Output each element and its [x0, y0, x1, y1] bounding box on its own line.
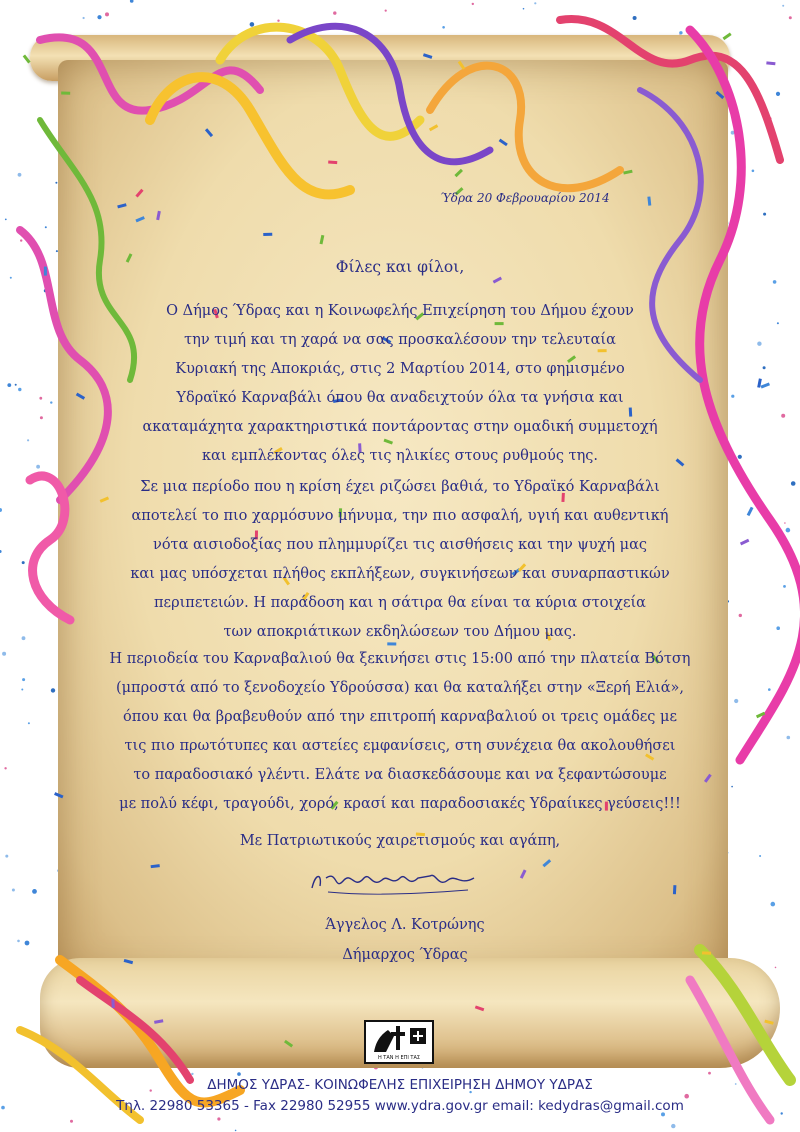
confetti-piece: [117, 203, 126, 208]
paragraph-line: όπου και θα βραβευθούν από την επιτροπή καρναβαλιού οι τρεις ομάδες με: [123, 709, 677, 725]
confetti-piece: [156, 211, 161, 220]
signer-title: Δήμαρχος Ύδρας: [342, 947, 468, 963]
paragraph-line: (μπροστά από το ξενοδοχείο Υδρούσσα) και θα καταλήξει στην «Ξερή Ελιά»,: [115, 680, 685, 696]
paragraph-line: νότα αισιοδοξίας που πλημμυρίζει τις αισθήσεις και την ψυχή μας: [153, 537, 647, 553]
footer-organization: ΔΗΜΟΣ ΥΔΡΑΣ- ΚΟΙΝΩΦΕΛΗΣ ΕΠΙΧΕΙΡΗΣΗ ΔΗΜΟΥ ΥΔΡΑΣ: [207, 1077, 593, 1093]
confetti-piece: [499, 139, 508, 147]
confetti-piece: [716, 91, 725, 99]
paragraph-line: των αποκριάτικων εκδηλώσεων του Δήμου μας.: [223, 624, 577, 640]
confetti-piece: [429, 124, 438, 131]
confetti-piece: [647, 196, 651, 205]
confetti-piece: [135, 216, 144, 222]
paragraph-line: Κυριακή της Αποκριάς, στις 2 Μαρτίου 2014, στο φημισμένο: [175, 361, 625, 377]
letter-date: Ύδρα 20 Φεβρουαρίου 2014: [440, 191, 610, 205]
paragraph-carnival: [60, 473, 740, 647]
confetti-piece: [284, 1040, 293, 1048]
cross-flag-emblem-icon: [366, 1022, 432, 1056]
confetti-piece: [475, 1005, 484, 1011]
signer-name: Άγγελος Λ. Κοτρώνης: [325, 917, 485, 933]
paragraph-line: τις πιο πρωτότυπες και αστείες εμφανίσεις, στη συνέχεια θα ακολουθήσει: [124, 738, 676, 754]
confetti-piece: [766, 61, 775, 65]
organization-logo: [364, 1020, 434, 1064]
confetti-piece: [740, 539, 749, 546]
confetti-piece: [542, 859, 551, 867]
paragraph-line: με πολύ κέφι, τραγούδι, χορό, κρασί και παραδοσιακές Υδραίικες γεύσεις!!!: [119, 796, 681, 812]
confetti-piece: [454, 169, 463, 177]
paragraph-line: το παραδοσιακό γλέντι. Ελάτε να διασκεδάσουμε και να ξεφαντώσουμε: [133, 767, 667, 783]
confetti-piece: [205, 128, 213, 137]
confetti-piece: [760, 383, 769, 389]
paragraph-route: [60, 645, 740, 819]
footer-contact: Τηλ. 22980 53365 - Fax 22980 52955 www.ydra.gov.gr email: kedydras@gmail.com: [116, 1098, 684, 1114]
paragraph-line: Υδραϊκό Καρναβάλι όπου θα αναδειχτούν όλα τα γνήσια και: [176, 390, 624, 406]
paragraph-line: και εμπλέκοντας όλες τις ηλικίες στους ρυθμούς της.: [201, 448, 599, 464]
paragraph-line: και μας υπόσχεται πλήθος εκπλήξεων, συγκινήσεων και συναρπαστικών: [130, 566, 670, 582]
confetti-piece: [111, 999, 114, 1008]
paragraph-line: ακαταμάχητα χαρακτηριστικά ποντάροντας στην ομαδική συμμετοχή: [142, 419, 658, 435]
confetti-piece: [263, 233, 272, 236]
signer-block: [0, 910, 800, 970]
confetti-piece: [320, 235, 325, 244]
paragraph-line: Σε μια περίοδο που η κρίση έχει ριζώσει βαθιά, το Υδραϊκό Καρναβάλι: [140, 479, 660, 495]
confetti-piece: [328, 160, 337, 164]
confetti-piece: [673, 885, 676, 894]
confetti-piece: [423, 53, 432, 59]
letter-greeting: Φίλες και φίλοι,: [335, 258, 465, 276]
confetti-piece: [493, 277, 502, 284]
logo-caption: Η ΤΑΝ Η ΕΠΙ ΤΑΣ: [377, 1055, 421, 1061]
confetti-piece: [23, 55, 31, 64]
paragraph-invitation: [60, 297, 740, 471]
paragraph-line: Ο Δήμος Ύδρας και η Κοινωφελής Επιχείρηση του Δήμου έχουν: [166, 303, 634, 319]
letter-closing: Με Πατριωτικούς χαιρετισμούς και αγάπη,: [239, 833, 561, 849]
confetti-piece: [520, 869, 527, 878]
confetti-piece: [747, 507, 754, 516]
confetti-piece: [151, 864, 160, 868]
confetti-piece: [764, 1020, 773, 1025]
confetti-piece: [458, 61, 466, 70]
confetti-piece: [61, 92, 70, 95]
paragraph-line: περιπετειών. Η παράδοση και η σάτιρα θα είναι τα κύρια στοιχεία: [154, 595, 646, 611]
confetti-piece: [623, 170, 632, 175]
confetti-piece: [135, 189, 143, 198]
paragraph-line: αποτελεί το πιο χαρμόσυνο μήνυμα, την πιο ασφαλή, υγιή και αυθεντική: [131, 508, 669, 524]
paragraph-line: Η περιοδεία του Καρναβαλιού θα ξεκινήσει στις 15:00 από την πλατεία Βότση: [109, 651, 691, 667]
handwritten-signature: [308, 866, 478, 898]
paragraph-line: την τιμή και τη χαρά να σας προσκαλέσουν την τελευταία: [184, 332, 616, 348]
confetti-piece: [154, 1019, 163, 1024]
confetti-piece: [723, 33, 732, 41]
